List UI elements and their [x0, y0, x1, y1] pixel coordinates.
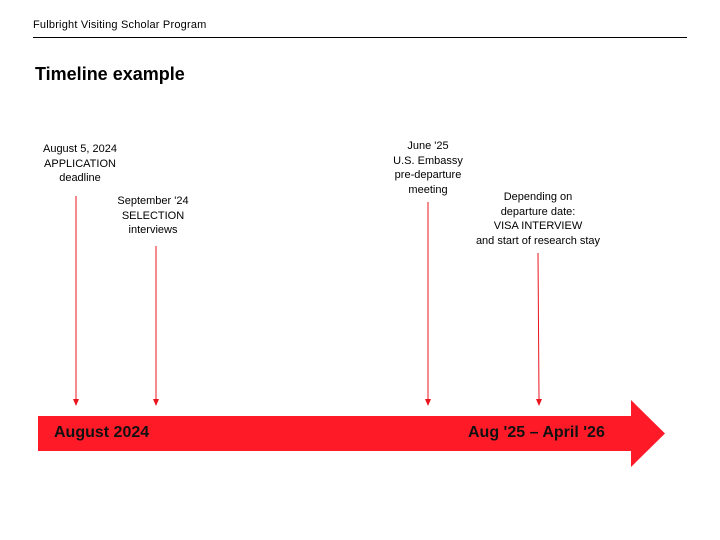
milestone-line: U.S. Embassy [393, 154, 463, 167]
timeline-start-label: August 2024 [54, 424, 150, 441]
milestone-line: August 5, 2024 [42, 143, 117, 155]
milestone-line: and start of research stay [475, 234, 601, 247]
milestone-line: deadline [59, 172, 101, 184]
slide-title: Timeline example [35, 64, 185, 84]
marker-arrowhead-selection [153, 399, 159, 406]
milestone-line: departure date: [500, 205, 576, 218]
marker-line-visa [538, 253, 539, 399]
marker-arrowhead-visa [536, 399, 542, 406]
milestone-line: VISA INTERVIEW [493, 220, 583, 232]
milestone-line: June '25 [407, 140, 449, 152]
program-title: Fulbright Visiting Scholar Program [33, 19, 207, 31]
milestone-line: pre-departure [394, 169, 462, 181]
milestone-line: Depending on [503, 191, 573, 203]
milestone-line: interviews [128, 224, 178, 236]
milestone-markers [73, 196, 542, 406]
marker-arrowhead-embassy [425, 399, 431, 406]
marker-arrowhead-application [73, 399, 79, 406]
milestone-line: APPLICATION [44, 157, 116, 170]
milestone-line: SELECTION [121, 209, 185, 222]
milestone-line: September '24 [117, 195, 189, 207]
milestone-line: meeting [408, 183, 448, 196]
timeline-end-label: Aug '25 – April '26 [468, 424, 605, 441]
